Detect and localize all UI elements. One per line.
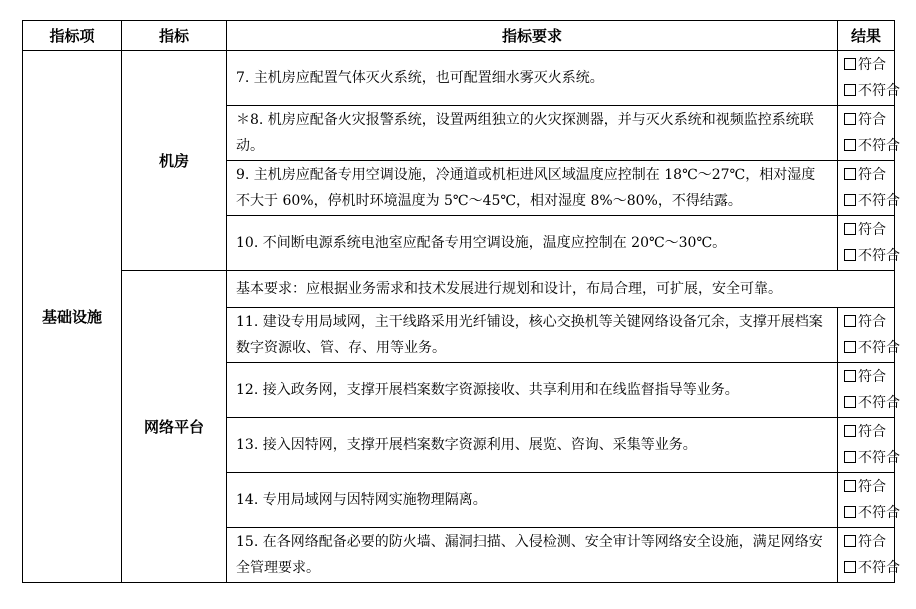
pass-label: 符合: [858, 314, 886, 330]
requirement-text: 15. 在各网络配备必要的防火墙、漏洞扫描、入侵检测、安全审计等网络安全设施，满足网络安全管理要求。: [227, 528, 838, 583]
fail-option[interactable]: [844, 78, 900, 104]
result-cell: [838, 363, 900, 418]
fail-option[interactable]: [844, 335, 900, 361]
checkbox-icon[interactable]: [844, 113, 856, 125]
pass-option[interactable]: [844, 52, 894, 78]
pass-label: 符合: [858, 479, 886, 495]
checkbox-icon[interactable]: [844, 506, 856, 518]
fail-option[interactable]: [844, 500, 900, 526]
pass-option[interactable]: [844, 309, 894, 335]
header-indicator-item: 指标项: [23, 21, 122, 51]
checkbox-icon[interactable]: [844, 249, 856, 261]
checkbox-icon[interactable]: [844, 561, 856, 573]
header-result: 结果: [838, 21, 895, 51]
requirement-text: 7. 主机房应配置气体灭火系统，也可配置细水雾灭火系统。: [227, 51, 838, 106]
fail-option[interactable]: [844, 133, 900, 159]
checkbox-icon[interactable]: [844, 451, 856, 463]
checkbox-icon[interactable]: [844, 84, 856, 96]
pass-option[interactable]: [844, 364, 894, 390]
result-cell: [838, 106, 900, 161]
pass-option[interactable]: [844, 529, 894, 555]
requirement-text: ＊8. 机房应配备火灾报警系统，设置两组独立的火灾探测器，并与灭火系统和视频监控系统联动。: [227, 106, 838, 161]
result-cell: [838, 308, 900, 363]
table-row: [23, 51, 895, 106]
fail-label: 不符合: [858, 505, 900, 521]
result-cell: [838, 473, 900, 528]
result-cell: [838, 161, 900, 216]
basic-requirement: 基本要求：应根据业务需求和技术发展进行规划和设计，布局合理，可扩展，安全可靠。: [227, 271, 895, 308]
checkbox-icon[interactable]: [844, 341, 856, 353]
checkbox-icon[interactable]: [844, 535, 856, 547]
pass-label: 符合: [858, 424, 886, 440]
table-row: [23, 271, 895, 308]
pass-option[interactable]: [844, 474, 894, 500]
indicator-machine-room: 机房: [122, 51, 227, 271]
fail-label: 不符合: [858, 83, 900, 99]
checkbox-icon[interactable]: [844, 194, 856, 206]
pass-option[interactable]: [844, 217, 894, 243]
fail-label: 不符合: [858, 450, 900, 466]
requirement-text: 9. 主机房应配备专用空调设施，冷通道或机柜进风区域温度应控制在 18℃～27℃，相对湿度不大于 60%，停机时环境温度为 5℃～45℃，相对湿度 8%～80%，不得结露。: [227, 161, 838, 216]
checkbox-icon[interactable]: [844, 370, 856, 382]
checkbox-icon[interactable]: [844, 168, 856, 180]
checkbox-icon[interactable]: [844, 315, 856, 327]
indicator-network-platform: 网络平台: [122, 271, 227, 583]
fail-option[interactable]: [844, 445, 900, 471]
result-cell: [838, 216, 900, 271]
checkbox-icon[interactable]: [844, 480, 856, 492]
checkbox-icon[interactable]: [844, 425, 856, 437]
header-requirement: 指标要求: [227, 21, 838, 51]
fail-option[interactable]: [844, 188, 900, 214]
header-indicator: 指标: [122, 21, 227, 51]
pass-label: 符合: [858, 112, 886, 128]
fail-label: 不符合: [858, 138, 900, 154]
fail-label: 不符合: [858, 248, 900, 264]
fail-label: 不符合: [858, 560, 900, 576]
pass-label: 符合: [858, 369, 886, 385]
checkbox-icon[interactable]: [844, 223, 856, 235]
requirement-text: 14. 专用局域网与因特网实施物理隔离。: [227, 473, 838, 528]
fail-label: 不符合: [858, 193, 900, 209]
pass-option[interactable]: [844, 162, 894, 188]
result-cell: [838, 418, 900, 473]
fail-label: 不符合: [858, 395, 900, 411]
evaluation-table-container: [22, 20, 900, 583]
pass-label: 符合: [858, 534, 886, 550]
fail-option[interactable]: [844, 555, 900, 581]
pass-label: 符合: [858, 57, 886, 73]
pass-label: 符合: [858, 167, 886, 183]
fail-option[interactable]: [844, 243, 900, 269]
pass-label: 符合: [858, 222, 886, 238]
requirement-text: 12. 接入政务网，支撑开展档案数字资源接收、共享利用和在线监督指导等业务。: [227, 363, 838, 418]
table-header-row: [23, 21, 895, 51]
pass-option[interactable]: [844, 419, 894, 445]
checkbox-icon[interactable]: [844, 396, 856, 408]
pass-option[interactable]: [844, 107, 894, 133]
fail-option[interactable]: [844, 390, 900, 416]
checkbox-icon[interactable]: [844, 139, 856, 151]
result-cell: [838, 51, 900, 106]
checkbox-icon[interactable]: [844, 58, 856, 70]
result-cell: [838, 528, 900, 583]
category-cell: 基础设施: [23, 51, 122, 583]
requirement-text: 11. 建设专用局域网，主干线路采用光纤铺设，核心交换机等关键网络设备冗余，支撑开展档案数字资源收、管、存、用等业务。: [227, 308, 838, 363]
fail-label: 不符合: [858, 340, 900, 356]
requirement-text: 10. 不间断电源系统电池室应配备专用空调设施，温度应控制在 20℃～30℃。: [227, 216, 838, 271]
requirement-text: 13. 接入因特网，支撑开展档案数字资源利用、展览、咨询、采集等业务。: [227, 418, 838, 473]
evaluation-table: [22, 20, 900, 583]
